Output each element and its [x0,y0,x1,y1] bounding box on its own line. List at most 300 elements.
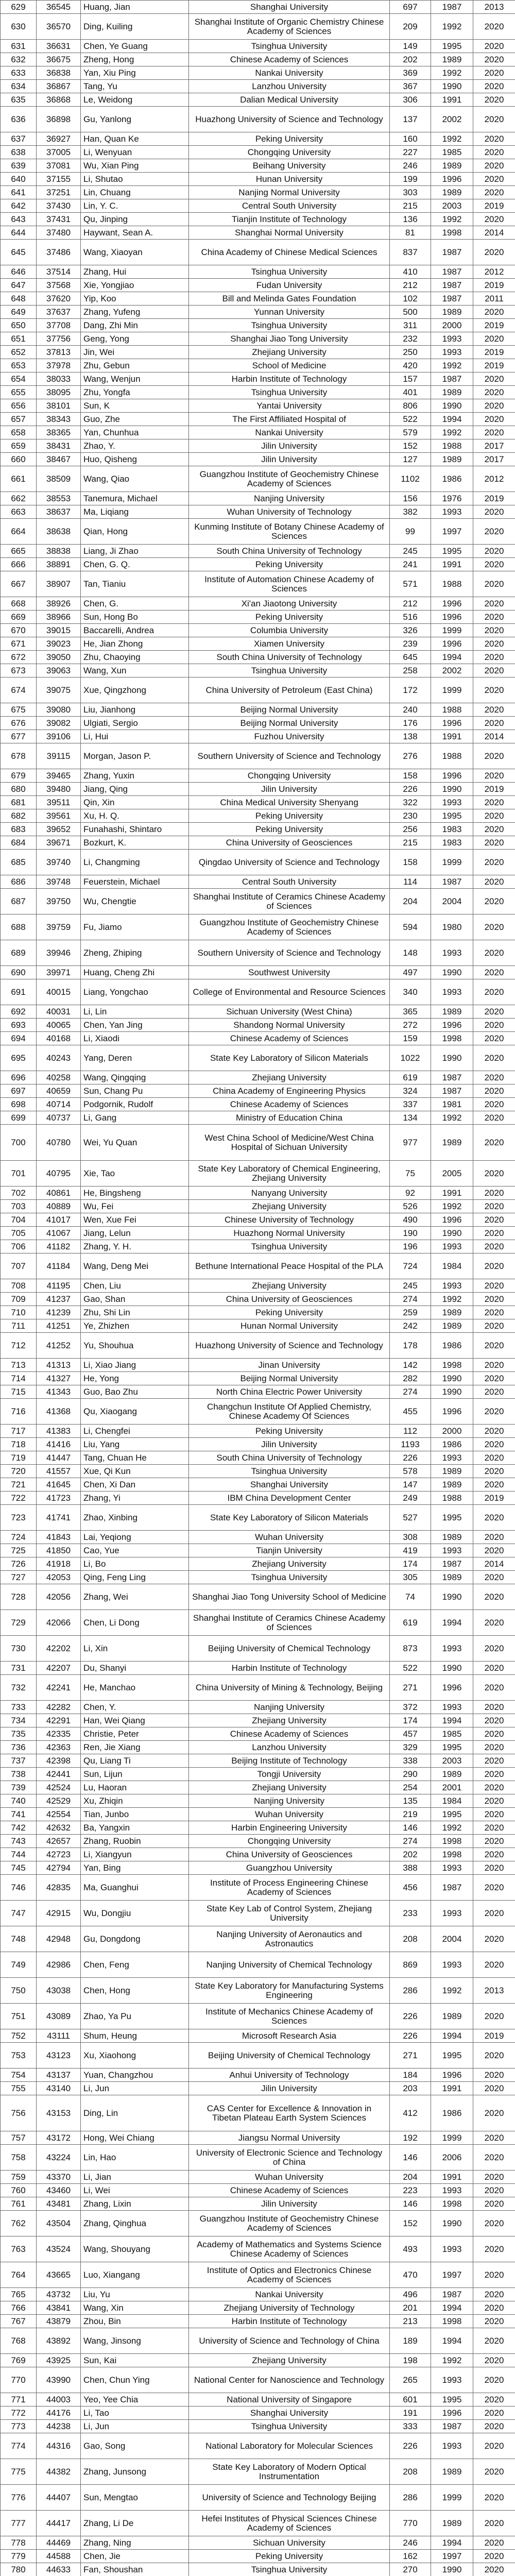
table-row [1,186,515,199]
author-name-cell: Qian, Hong [81,519,189,545]
rank-cell: 629 [1,1,37,14]
institution-cell: Harbin Engineering University [189,1821,390,1835]
author-name-cell: Jiang, Lelun [81,1227,189,1240]
first-year-cell: 1990 [431,1227,473,1240]
last-year-cell: 2020 [473,386,515,399]
table-row [1,399,515,413]
table-row [1,1794,515,1808]
author-name-cell: Sun, K [81,399,189,413]
table-row [1,1045,515,1071]
id-cell: 42948 [37,1926,81,1952]
count-cell: 146 [390,1821,431,1835]
table-row [1,2043,515,2069]
author-name-cell: Zhu, Chaoying [81,651,189,664]
rank-cell: 736 [1,1741,37,1754]
table-row [1,2131,515,2145]
institution-cell: Nanyang University [189,1187,390,1200]
rank-cell: 663 [1,505,37,519]
first-year-cell: 1990 [431,1662,473,1675]
table-row [1,1293,515,1306]
id-cell: 44176 [37,2406,81,2420]
author-name-cell: Tanemura, Michael [81,492,189,505]
table-row [1,637,515,651]
rank-cell: 688 [1,914,37,940]
last-year-cell: 2020 [473,306,515,319]
institution-cell: Hefei Institutes of Physical Sciences Chinese Academy of Sciences [189,2511,390,2536]
last-year-cell: 2019 [473,319,515,332]
last-year-cell: 2020 [473,186,515,199]
rank-cell: 654 [1,372,37,386]
rank-cell: 655 [1,386,37,399]
rank-cell: 642 [1,199,37,213]
rank-cell: 659 [1,439,37,453]
first-year-cell: 1987 [431,1557,473,1571]
table-row [1,1926,515,1952]
rank-cell: 755 [1,2082,37,2095]
author-name-cell: Tang, Chuan He [81,1451,189,1465]
table-row [1,1084,515,1098]
count-cell: 156 [390,492,431,505]
table-row [1,332,515,346]
author-name-cell: Zhang, Yuxin [81,769,189,783]
last-year-cell: 2020 [473,1781,515,1794]
last-year-cell: 2020 [473,1333,515,1359]
count-cell: 190 [390,1227,431,1240]
last-year-cell: 2020 [473,399,515,413]
first-year-cell: 1981 [431,1098,473,1111]
first-year-cell: 1995 [431,545,473,558]
author-name-cell: Fu, Jiamo [81,914,189,940]
id-cell: 39748 [37,875,81,889]
last-year-cell: 2020 [473,173,515,186]
rank-cell: 774 [1,2433,37,2459]
table-row [1,1610,515,1636]
last-year-cell: 2020 [473,597,515,611]
first-year-cell: 1996 [431,769,473,783]
last-year-cell: 2020 [473,1861,515,1875]
institution-cell: Jilin University [189,2082,390,2095]
id-cell: 41416 [37,1438,81,1451]
id-cell: 41239 [37,1306,81,1319]
count-cell: 227 [390,146,431,159]
first-year-cell: 1992 [431,1821,473,1835]
first-year-cell: 1995 [431,1505,473,1531]
author-name-cell: Dang, Zhi Min [81,319,189,332]
author-name-cell: Gu, Yanlong [81,107,189,132]
count-cell: 149 [390,40,431,53]
first-year-cell: 1989 [431,1319,473,1333]
count-cell: 245 [390,1279,431,1293]
table-row [1,199,515,213]
table-row [1,1701,515,1714]
last-year-cell: 2020 [473,940,515,966]
table-row [1,159,515,173]
rank-cell: 764 [1,2262,37,2288]
author-name-cell: He, Manchao [81,1675,189,1701]
last-year-cell: 2020 [473,889,515,914]
rank-cell: 687 [1,889,37,914]
rank-cell: 743 [1,1835,37,1848]
first-year-cell: 2002 [431,107,473,132]
id-cell: 37431 [37,213,81,226]
last-year-cell: 2020 [473,2367,515,2393]
author-name-cell: Ba, Yangxin [81,1821,189,1835]
count-cell: 271 [390,1675,431,1701]
id-cell: 42835 [37,1875,81,1901]
last-year-cell: 2020 [473,1227,515,1240]
first-year-cell: 1976 [431,492,473,505]
institution-cell: State Key Laboratory of Modern Optical Instrumentation [189,2459,390,2485]
id-cell: 37155 [37,173,81,186]
institution-cell: Peking University [189,2550,390,2563]
institution-cell: Tianjin University [189,1544,390,1557]
rank-cell: 634 [1,80,37,93]
first-year-cell: 1990 [431,2211,473,2236]
table-row [1,1505,515,1531]
author-name-cell: Han, Quan Ke [81,132,189,146]
table-row [1,1240,515,1253]
author-name-cell: Qu, Xiaogang [81,1399,189,1425]
institution-cell: West China School of Medicine/West China Hospital of Sichuan University [189,1125,390,1161]
institution-cell: China University of Geosciences [189,1293,390,1306]
last-year-cell: 2020 [473,914,515,940]
institution-cell: Southern University of Science and Technology [189,743,390,769]
institution-cell: Tsinghua University [189,664,390,677]
last-year-cell: 2020 [473,2550,515,2563]
id-cell: 38101 [37,399,81,413]
last-year-cell: 2020 [473,558,515,571]
first-year-cell: 1989 [431,159,473,173]
institution-cell: IBM China Development Center [189,1492,390,1505]
first-year-cell: 1993 [431,1952,473,1978]
rank-cell: 744 [1,1848,37,1861]
count-cell: 977 [390,1125,431,1161]
id-cell: 41195 [37,1279,81,1293]
count-cell: 305 [390,1571,431,1584]
table-row [1,1200,515,1213]
institution-cell: Jilin University [189,2197,390,2211]
id-cell: 38891 [37,558,81,571]
id-cell: 43732 [37,2288,81,2301]
last-year-cell: 2020 [473,545,515,558]
institution-cell: Zhejiang University [189,2354,390,2367]
institution-cell: Lanzhou University [189,1741,390,1754]
id-cell: 39511 [37,796,81,809]
table-row [1,386,515,399]
institution-cell: Peking University [189,809,390,823]
author-name-cell: Ma, Liqiang [81,505,189,519]
table-row [1,651,515,664]
first-year-cell: 1988 [431,703,473,717]
last-year-cell: 2020 [473,40,515,53]
table-row [1,966,515,979]
count-cell: 382 [390,505,431,519]
id-cell: 40737 [37,1111,81,1125]
id-cell: 38431 [37,439,81,453]
institution-cell: Chinese University of Technology [189,1213,390,1227]
rank-cell: 650 [1,319,37,332]
count-cell: 869 [390,1952,431,1978]
first-year-cell: 1998 [431,2197,473,2211]
rank-cell: 633 [1,66,37,80]
author-name-cell: Ding, Kuiling [81,14,189,40]
author-name-cell: Guo, Bao Zhu [81,1385,189,1399]
institution-cell: Chongqing University [189,1835,390,1848]
last-year-cell: 2020 [473,2197,515,2211]
rank-cell: 745 [1,1861,37,1875]
institution-cell: Nanjing University of Chemical Technology [189,1952,390,1978]
institution-cell: Jiangsu Normal University [189,2131,390,2145]
first-year-cell: 1999 [431,624,473,637]
rank-cell: 699 [1,1111,37,1125]
first-year-cell: 2003 [431,199,473,213]
rank-cell: 753 [1,2043,37,2069]
table-row [1,1727,515,1741]
last-year-cell: 2020 [473,571,515,597]
table-row [1,2029,515,2043]
author-name-cell: Li, Lin [81,1005,189,1019]
first-year-cell: 1990 [431,1045,473,1071]
first-year-cell: 1987 [431,1875,473,1901]
last-year-cell: 2020 [473,2406,515,2420]
table-row [1,809,515,823]
id-cell: 41182 [37,1240,81,1253]
author-name-cell: Morgan, Jason P. [81,743,189,769]
first-year-cell: 1980 [431,914,473,940]
author-name-cell: Li, Xin [81,1636,189,1662]
rank-cell: 665 [1,545,37,558]
author-name-cell: Sun, Chang Pu [81,1084,189,1098]
table-row [1,2315,515,2328]
author-name-cell: Chen, Yan Jing [81,1019,189,1032]
table-row [1,1848,515,1861]
table-row [1,2095,515,2131]
rank-cell: 664 [1,519,37,545]
rank-cell: 738 [1,1768,37,1781]
first-year-cell: 1999 [431,2485,473,2511]
author-name-cell: Zhang, Ning [81,2536,189,2550]
author-name-cell: Li, Xiao Jiang [81,1359,189,1372]
rank-cell: 707 [1,1253,37,1279]
last-year-cell: 2020 [473,1045,515,1071]
first-year-cell: 1997 [431,2550,473,2563]
institution-cell: Huazhong Normal University [189,1227,390,1240]
first-year-cell: 1993 [431,2433,473,2459]
count-cell: 276 [390,743,431,769]
rank-cell: 771 [1,2393,37,2406]
count-cell: 232 [390,332,431,346]
last-year-cell: 2020 [473,1926,515,1952]
first-year-cell: 1999 [431,2131,473,2145]
last-year-cell: 2020 [473,823,515,836]
first-year-cell: 1996 [431,1213,473,1227]
author-name-cell: Zhang, Li De [81,2511,189,2536]
id-cell: 39750 [37,889,81,914]
table-row [1,1161,515,1187]
first-year-cell: 1989 [431,453,473,466]
id-cell: 43140 [37,2082,81,2095]
first-year-cell: 1993 [431,1279,473,1293]
table-row [1,2459,515,2485]
first-year-cell: 1992 [431,359,473,372]
author-name-cell: Qing, Feng Ling [81,1571,189,1584]
last-year-cell: 2020 [473,2288,515,2301]
first-year-cell: 1988 [431,743,473,769]
id-cell: 39106 [37,730,81,743]
rank-cell: 731 [1,1662,37,1675]
institution-cell: Columbia University [189,624,390,637]
rank-cell: 674 [1,677,37,703]
table-row [1,2485,515,2511]
first-year-cell: 1989 [431,1306,473,1319]
rank-cell: 630 [1,14,37,40]
institution-cell: Peking University [189,823,390,836]
id-cell: 42524 [37,1781,81,1794]
institution-cell: Shanghai Institute of Ceramics Chinese Academy of Sciences [189,889,390,914]
table-row [1,66,515,80]
table-row [1,1754,515,1768]
table-row [1,359,515,372]
last-year-cell: 2020 [473,2211,515,2236]
author-name-cell: Cao, Yue [81,1544,189,1557]
count-cell: 135 [390,1794,431,1808]
count-cell: 457 [390,1727,431,1741]
rank-cell: 646 [1,265,37,279]
author-name-cell: Yuan, Changzhou [81,2069,189,2082]
author-name-cell: Li, Chengfei [81,1425,189,1438]
first-year-cell: 1987 [431,1084,473,1098]
table-row [1,875,515,889]
count-cell: 191 [390,2406,431,2420]
id-cell: 37813 [37,346,81,359]
last-year-cell: 2020 [473,2354,515,2367]
institution-cell: Harbin Institute of Technology [189,372,390,386]
id-cell: 44382 [37,2459,81,2485]
rank-cell: 721 [1,1478,37,1492]
last-year-cell: 2020 [473,703,515,717]
last-year-cell: 2020 [473,505,515,519]
id-cell: 42335 [37,1727,81,1741]
count-cell: 601 [390,2393,431,2406]
count-cell: 340 [390,979,431,1005]
rank-cell: 678 [1,743,37,769]
institution-cell: Zhejiang University [189,1279,390,1293]
count-cell: 308 [390,1531,431,1544]
last-year-cell: 2020 [473,14,515,40]
id-cell: 39759 [37,914,81,940]
institution-cell: Bill and Melinda Gates Foundation [189,292,390,306]
table-row [1,439,515,453]
count-cell: 311 [390,319,431,332]
first-year-cell: 1989 [431,386,473,399]
rank-cell: 640 [1,173,37,186]
author-name-cell: Xue, Qi Kun [81,1465,189,1478]
id-cell: 39946 [37,940,81,966]
first-year-cell: 1990 [431,2563,473,2576]
last-year-cell: 2020 [473,2328,515,2354]
first-year-cell: 1990 [431,1584,473,1610]
rank-cell: 720 [1,1465,37,1478]
institution-cell: University of Science and Technology of China [189,2328,390,2354]
count-cell: 697 [390,1,431,14]
last-year-cell: 2020 [473,1111,515,1125]
id-cell: 36570 [37,14,81,40]
table-row [1,372,515,386]
author-name-cell: Wang, Jinsong [81,2328,189,2354]
institution-cell: Nankai University [189,2288,390,2301]
institution-cell: China Medical University Shenyang [189,796,390,809]
rank-cell: 772 [1,2406,37,2420]
institution-cell: Jilin University [189,453,390,466]
count-cell: 146 [390,2145,431,2171]
author-name-cell: Yang, Deren [81,1045,189,1071]
first-year-cell: 1987 [431,2420,473,2433]
last-year-cell: 2020 [473,1084,515,1098]
last-year-cell: 2020 [473,1636,515,1662]
count-cell: 274 [390,1293,431,1306]
rank-cell: 652 [1,346,37,359]
author-name-cell: Liu, Yang [81,1438,189,1451]
count-cell: 303 [390,186,431,199]
rank-cell: 695 [1,1045,37,1071]
count-cell: 92 [390,1187,431,1200]
first-year-cell: 1992 [431,66,473,80]
rank-cell: 725 [1,1544,37,1557]
count-cell: 240 [390,703,431,717]
last-year-cell: 2020 [473,1253,515,1279]
last-year-cell: 2019 [473,783,515,796]
id-cell: 42915 [37,1901,81,1926]
first-year-cell: 1996 [431,1019,473,1032]
table-row [1,1901,515,1926]
table-row [1,1584,515,1610]
institution-cell: Nanjing University [189,1794,390,1808]
count-cell: 516 [390,611,431,624]
institution-cell: Southwest University [189,966,390,979]
count-cell: 250 [390,346,431,359]
rank-cell: 691 [1,979,37,1005]
count-cell: 212 [390,597,431,611]
last-year-cell: 2011 [473,292,515,306]
first-year-cell: 1995 [431,809,473,823]
count-cell: 127 [390,453,431,466]
rank-cell: 658 [1,426,37,439]
count-cell: 254 [390,1781,431,1794]
table-row [1,823,515,836]
author-name-cell: Xie, Yongjiao [81,279,189,292]
rank-cell: 729 [1,1610,37,1636]
author-name-cell: Chen, Hong [81,1978,189,2004]
rank-cell: 662 [1,492,37,505]
id-cell: 37708 [37,319,81,332]
first-year-cell: 1996 [431,717,473,730]
rank-cell: 667 [1,571,37,597]
rank-cell: 698 [1,1098,37,1111]
id-cell: 42056 [37,1584,81,1610]
count-cell: 338 [390,1754,431,1768]
rank-cell: 775 [1,2459,37,2485]
table-row [1,1952,515,1978]
first-year-cell: 1991 [431,2082,473,2095]
last-year-cell: 2019 [473,492,515,505]
rank-cell: 712 [1,1333,37,1359]
institution-cell: Tsinghua University [189,1240,390,1253]
table-row [1,1557,515,1571]
count-cell: 201 [390,2301,431,2315]
table-row [1,769,515,783]
institution-cell: Chongqing University [189,146,390,159]
table-row [1,1399,515,1425]
